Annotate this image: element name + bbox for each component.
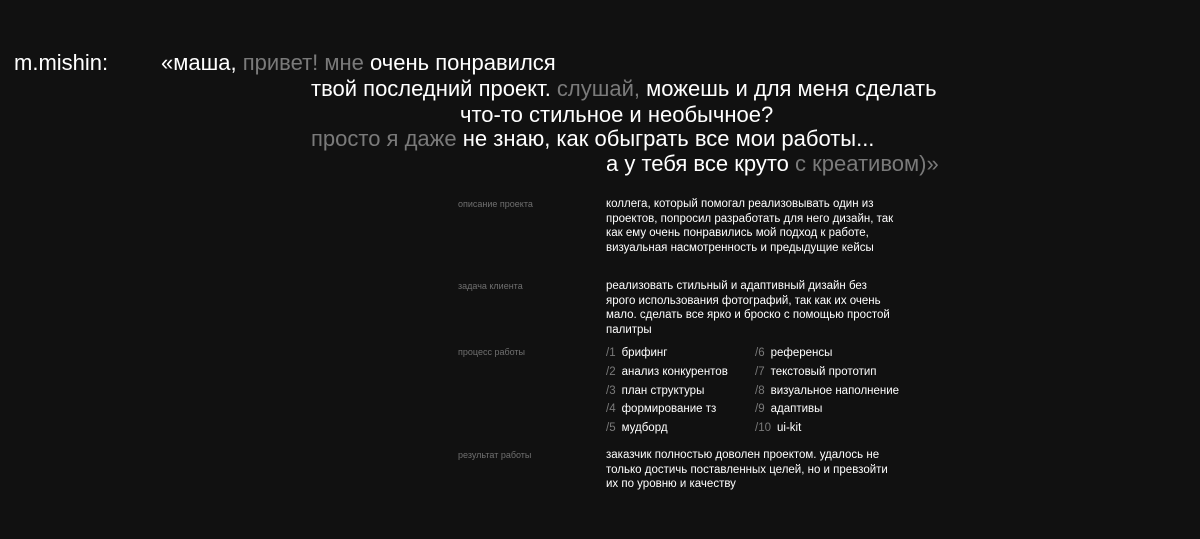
- process-step: [755, 384, 899, 398]
- task-text: реализовать стильный и адаптивный дизайн без ярого использования фотографий, так как их очень мало. сделать все ярко и броско с помощью простой палитры: [606, 280, 890, 336]
- description-text: коллега, который помогал реализовывать один из проектов, попросил разработать для него дизайн, так как ему очень понравились мой подход к работе, визуальная насмотренность и предыдущие кейсы: [606, 198, 894, 254]
- process-step: [755, 346, 832, 360]
- step-label: визуальное наполнение: [770, 384, 900, 397]
- result-label: результат работы: [458, 450, 532, 460]
- step-number: /2: [606, 365, 616, 378]
- result-text: заказчик полностью доволен проектом. удалось не только достичь поставленных целей, но и превзойти их по уровню и качеству: [606, 449, 888, 491]
- quote-segment: просто я даже: [311, 126, 463, 151]
- description-label: описание проекта: [458, 199, 533, 209]
- process-step: [606, 346, 667, 360]
- step-number: /3: [606, 384, 616, 397]
- step-number: /8: [755, 384, 765, 397]
- step-number: /1: [606, 347, 616, 359]
- quote-segment: можешь и для меня сделать: [646, 76, 937, 101]
- quote-segment: не знаю, как обыграть все мои работы...: [462, 126, 875, 151]
- process-step: [606, 365, 728, 379]
- quote-line-4: [311, 126, 874, 152]
- quote-line-2: [311, 76, 937, 102]
- quote-segment: слушай,: [556, 76, 647, 101]
- step-label: мудборд: [621, 422, 668, 435]
- step-label: анализ конкурентов: [621, 365, 728, 378]
- step-label: референсы: [770, 347, 833, 359]
- quote-segment: что-то стильное и необычное?: [460, 102, 774, 127]
- step-label: формирование тз: [621, 403, 717, 416]
- quote-segment: а у тебя все круто: [606, 151, 795, 176]
- quote-segment: с креативом)»: [795, 151, 939, 176]
- step-number: /7: [755, 365, 765, 378]
- process-step: [606, 421, 668, 435]
- process-label: процесс работы: [458, 347, 526, 357]
- task-label: задача клиента: [458, 281, 523, 291]
- author-name: m.mishin:: [14, 50, 109, 75]
- step-number: /9: [755, 403, 765, 416]
- quote-line-5: [606, 151, 939, 177]
- step-number: /6: [755, 347, 765, 359]
- step-number: /4: [606, 403, 616, 416]
- process-step: [606, 402, 716, 416]
- process-step: [755, 365, 877, 379]
- process-step: [606, 384, 704, 398]
- step-label: план структуры: [621, 384, 705, 397]
- step-label: ui-kit: [777, 422, 802, 435]
- quote-line-3: [460, 102, 773, 128]
- quote-line-1: [161, 50, 556, 76]
- step-label: текстовый прототип: [770, 365, 877, 378]
- process-step: [755, 402, 822, 416]
- step-label: брифинг: [621, 347, 668, 359]
- quote-segment: очень понравился: [370, 50, 556, 75]
- step-label: адаптивы: [770, 403, 823, 416]
- process-step: [755, 421, 801, 435]
- step-number: /10: [755, 422, 771, 435]
- step-number: /5: [606, 422, 616, 435]
- quote-segment: «маша,: [161, 50, 243, 75]
- quote-segment: привет! мне: [242, 50, 371, 75]
- quote-segment: твой последний проект.: [311, 76, 557, 101]
